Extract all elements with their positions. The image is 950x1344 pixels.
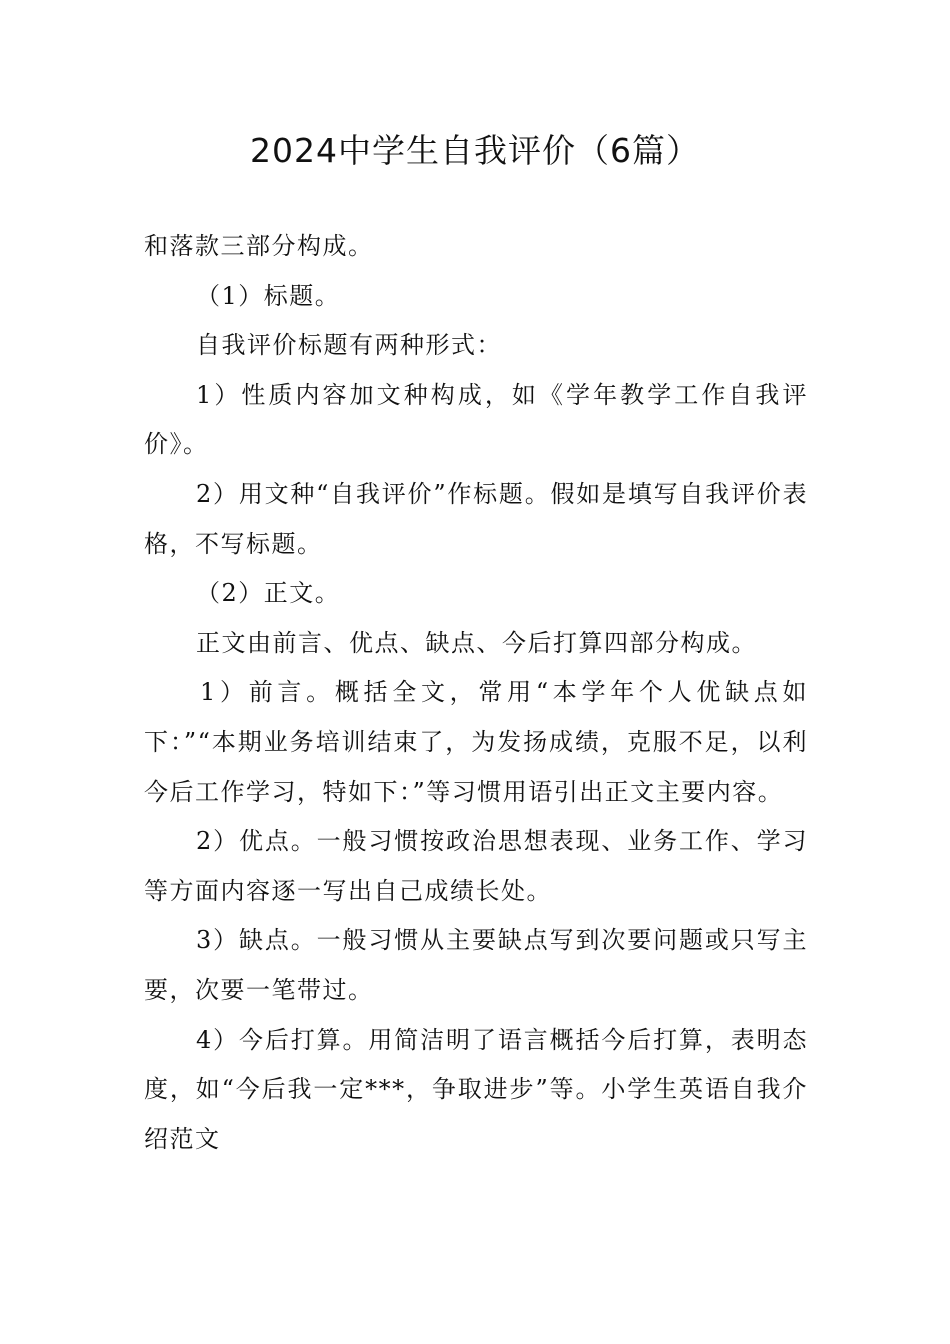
paragraph-body-structure: 正文由前言、优点、缺点、今后打算四部分构成。 bbox=[196, 628, 757, 657]
paragraph-title-form-1: 1）性质内容加文种构成，如《学年教学工作自我评价》。 bbox=[144, 380, 808, 459]
paragraph-preface: 1）前言。概括全文，常用“本学年个人优缺点如下：”“本期业务培训结束了，为发扬成绩，克服不足，以利今后工作学习，特如下：”等习惯用语引出正文主要内容。 bbox=[144, 678, 808, 806]
document-title: 2024中学生自我评价（6篇） bbox=[250, 131, 700, 170]
paragraph-title-forms: 自我评价标题有两种形式： bbox=[196, 331, 502, 360]
paragraph-heading-title: （1）标题。 bbox=[196, 281, 341, 310]
paragraph-continuation: 和落款三部分构成。 bbox=[144, 232, 374, 260]
paragraph-heading-body: （2）正文。 bbox=[196, 579, 341, 608]
document-body bbox=[144, 222, 808, 1164]
paragraph-future-plans: 4）今后打算。用简洁明了语言概括今后打算，表明态度，如“今后我一定***，争取进步”等。小学生英语自我介绍范文 bbox=[144, 1025, 808, 1153]
paragraph-title-form-2: 2）用文种“自我评价”作标题。假如是填写自我评价表格，不写标题。 bbox=[144, 479, 808, 558]
paragraph-strengths: 2）优点。一般习惯按政治思想表现、业务工作、学习等方面内容逐一写出自己成绩长处。 bbox=[144, 827, 808, 905]
paragraph-weaknesses: 3）缺点。一般习惯从主要缺点写到次要问题或只写主要，次要一笔带过。 bbox=[144, 926, 808, 1004]
